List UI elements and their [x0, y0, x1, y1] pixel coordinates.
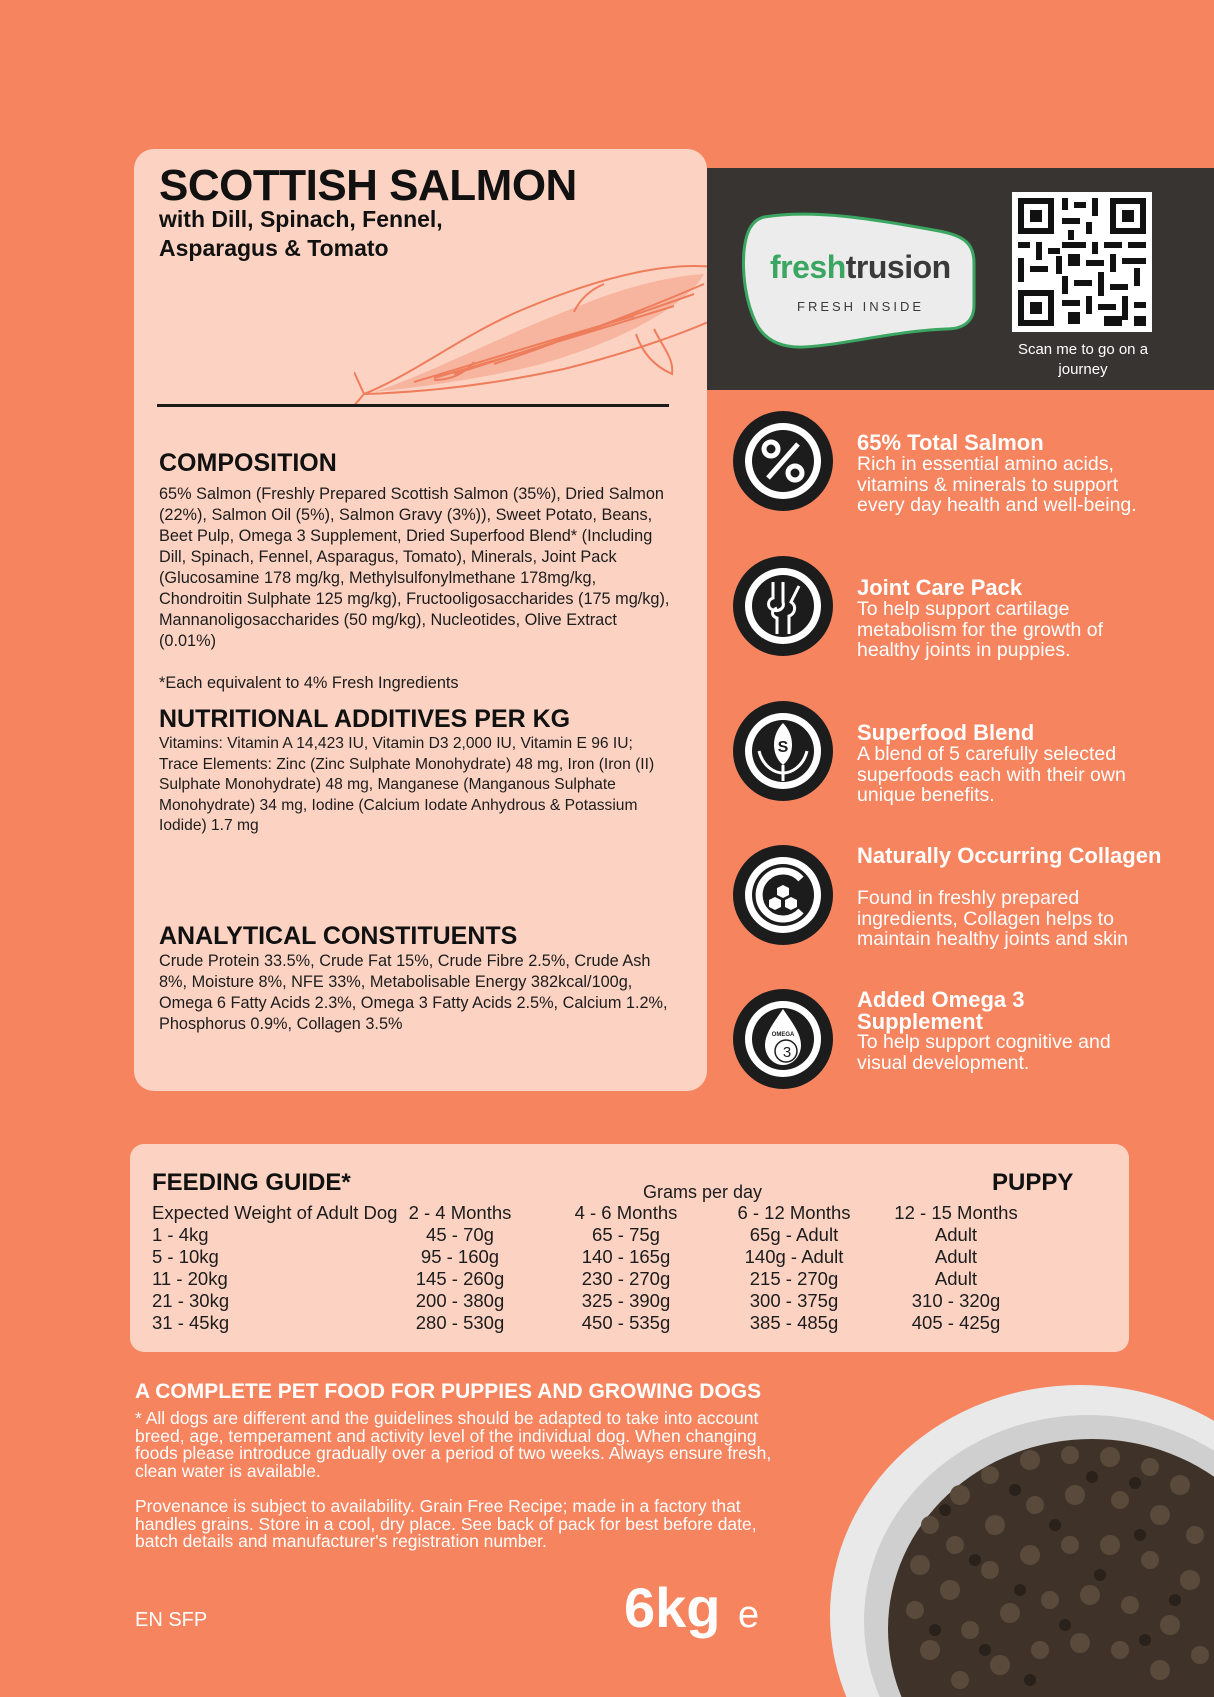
- qr-scan-caption: Scan me to go on a journey: [1017, 341, 1149, 378]
- table-cell: 45 - 70g: [426, 1224, 494, 1245]
- svg-text:OMEGA: OMEGA: [771, 1032, 795, 1038]
- provenance-note: Provenance is subject to availability. Grain Free Recipe; made in a factory that handles grains. Store in a cool, dry place. See back of pack for best before date, batch details and manufacturer's registration number.: [135, 1496, 757, 1551]
- analytical-heading: ANALYTICAL CONSTITUENTS: [159, 922, 518, 950]
- omega-drop-icon: [733, 989, 833, 1089]
- benefit-total-salmon: [733, 411, 1214, 521]
- feeding-note: * All dogs are different and the guidelines should be adapted to take into account breed, age, temperament and activity level of the individual dog. When changing foods please introduce gradually over a period of two weeks. Always ensure fresh, clean water is available.: [135, 1408, 772, 1481]
- title-divider: [157, 404, 669, 407]
- table-cell: 310 - 320g: [911, 1290, 1001, 1311]
- table-row: [130, 1312, 1129, 1334]
- qr-code[interactable]: [1012, 192, 1152, 332]
- kibble-bowl-image: [830, 1385, 1214, 1697]
- table-cell: 405 - 425g: [911, 1312, 1001, 1333]
- benefit-title: Joint Care Pack: [857, 575, 1023, 600]
- composition-heading: COMPOSITION: [159, 449, 337, 477]
- table-cell: 11 - 20kg: [152, 1268, 228, 1289]
- table-cell: 1 - 4kg: [152, 1224, 209, 1245]
- logo-wordmark: freshtrusion: [770, 249, 951, 285]
- benefit-joint-care: [733, 556, 1214, 666]
- table-cell: 31 - 45kg: [152, 1312, 230, 1333]
- feeding-guide: [130, 1144, 1129, 1352]
- table-row: [130, 1224, 1129, 1246]
- column-header: Expected Weight of Adult Dog: [152, 1202, 398, 1223]
- svg-text:3: 3: [782, 1044, 792, 1061]
- composition-text: 65% Salmon (Freshly Prepared Scottish Salmon (35%), Dried Salmon (22%), Salmon Oil (5%), Salmon Gravy (3%)), Sweet Potato, Beans, Beet Pulp, Omega 3 Supplement, Dried Superfood Blend* (Including Dill, Spinach, Fennel, Asparagus, Tomato), Minerals, Joint Pack (Glucosamine 178 mg/kg, Methylsulfonylmethane 178mg/kg, Chondroitin Sulphate 125 mg/kg), Fructooligosaccharides (175 mg/kg), Mannanoligosaccharides (50 mg/kg), Nucleotides, Olive Extract (0.01%): [159, 485, 670, 650]
- product-title: SCOTTISH SALMON: [159, 161, 577, 210]
- svg-text:S: S: [777, 739, 789, 756]
- language-code: EN SFP: [135, 1609, 208, 1631]
- feeding-header-row: [130, 1202, 1129, 1224]
- table-cell: 145 - 260g: [415, 1268, 505, 1289]
- benefit-text: Rich in essential amino acids, vitamins & minerals to support every day health and well-being.: [857, 453, 1137, 516]
- table-cell: Adult: [934, 1224, 978, 1245]
- table-cell: 280 - 530g: [415, 1312, 505, 1333]
- additives-text: Vitamins: Vitamin A 14,423 IU, Vitamin D3 2,000 IU, Vitamin E 96 IU; Trace Elements: Zinc (Zinc Sulphate Monohydrate) 48 mg, Iron (Iron (II) Sulphate Monohydrate) 48 mg, Manganese (Manganous Sulphate Monohydrate) 34 mg, Iodine (Calcium Iodate Anhydrous & Potassium Iodide) 1.7 mg: [159, 735, 655, 834]
- grams-per-day-label: Grams per day: [643, 1182, 763, 1202]
- table-cell: 65g - Adult: [749, 1224, 839, 1245]
- pack-weight: 6kg: [624, 1576, 721, 1639]
- table-cell: 450 - 535g: [581, 1312, 671, 1333]
- benefit-title: Naturally Occurring Collagen: [857, 843, 1162, 868]
- ingredients-panel: [134, 149, 707, 1091]
- table-cell: 300 - 375g: [749, 1290, 839, 1311]
- benefit-title: 65% Total Salmon: [857, 430, 1044, 455]
- analytical-text: Crude Protein 33.5%, Crude Fat 15%, Crude Fibre 2.5%, Crude Ash 8%, Moisture 8%, NFE 33%, Metabolisable Energy 382kcal/100g, Omega 6 Fatty Acids 2.3%, Omega 3 Fatty Acids 2.5%, Calcium 1.2%, Phosphorus 0.9%, Collagen 3.5%: [159, 952, 668, 1033]
- table-cell: 65 - 75g: [592, 1224, 660, 1245]
- superfood-leaf-icon: [733, 701, 833, 801]
- puppy-label: PUPPY: [992, 1169, 1074, 1196]
- product-subtitle: with Dill, Spinach, Fennel, Asparagus & Tomato: [159, 206, 443, 261]
- collagen-icon: [733, 845, 833, 945]
- table-cell: 140g - Adult: [744, 1246, 844, 1267]
- table-cell: 215 - 270g: [749, 1268, 839, 1289]
- table-cell: 95 - 160g: [420, 1246, 500, 1267]
- column-header: 12 - 15 Months: [894, 1202, 1018, 1223]
- benefit-title: Added Omega 3 Supplement: [857, 987, 1025, 1034]
- table-cell: 200 - 380g: [415, 1290, 505, 1311]
- column-header: 2 - 4 Months: [408, 1202, 512, 1223]
- table-cell: Adult: [934, 1246, 978, 1267]
- table-cell: 325 - 390g: [581, 1290, 671, 1311]
- column-header: 4 - 6 Months: [574, 1202, 678, 1223]
- table-cell: 230 - 270g: [581, 1268, 671, 1289]
- joint-icon: [733, 556, 833, 656]
- additives-heading: NUTRITIONAL ADDITIVES PER KG: [159, 705, 571, 733]
- table-row: [130, 1268, 1129, 1290]
- estimated-sign: e: [738, 1594, 760, 1636]
- benefit-text: Found in freshly prepared ingredients, Collagen helps to maintain healthy joints and skin: [857, 887, 1128, 950]
- logo-tagline: FRESH INSIDE: [797, 299, 925, 314]
- benefit-text: To help support cartilage metabolism for the growth of healthy joints in puppies.: [857, 598, 1104, 661]
- benefit-text: To help support cognitive and visual development.: [857, 1031, 1111, 1074]
- brand-strip: [707, 168, 1214, 390]
- benefit-text: A blend of 5 carefully selected superfoods each with their own unique benefits.: [857, 743, 1126, 806]
- benefit-superfood: [733, 701, 1214, 811]
- column-header: 6 - 12 Months: [737, 1202, 851, 1223]
- table-cell: 140 - 165g: [581, 1246, 671, 1267]
- percent-icon: [733, 411, 833, 511]
- table-row: [130, 1246, 1129, 1268]
- feeding-guide-title: FEEDING GUIDE*: [152, 1169, 351, 1196]
- table-cell: 21 - 30kg: [152, 1290, 230, 1311]
- table-row: [130, 1290, 1129, 1312]
- benefit-omega: [733, 989, 1214, 1099]
- table-cell: 385 - 485g: [749, 1312, 839, 1333]
- table-cell: 5 - 10kg: [152, 1246, 219, 1267]
- benefit-collagen: [733, 845, 1214, 965]
- benefit-title: Superfood Blend: [857, 720, 1035, 745]
- table-cell: Adult: [934, 1268, 978, 1289]
- complete-food-heading: A COMPLETE PET FOOD FOR PUPPIES AND GROWING DOGS: [135, 1380, 762, 1403]
- composition-footnote: *Each equivalent to 4% Fresh Ingredients: [159, 674, 459, 692]
